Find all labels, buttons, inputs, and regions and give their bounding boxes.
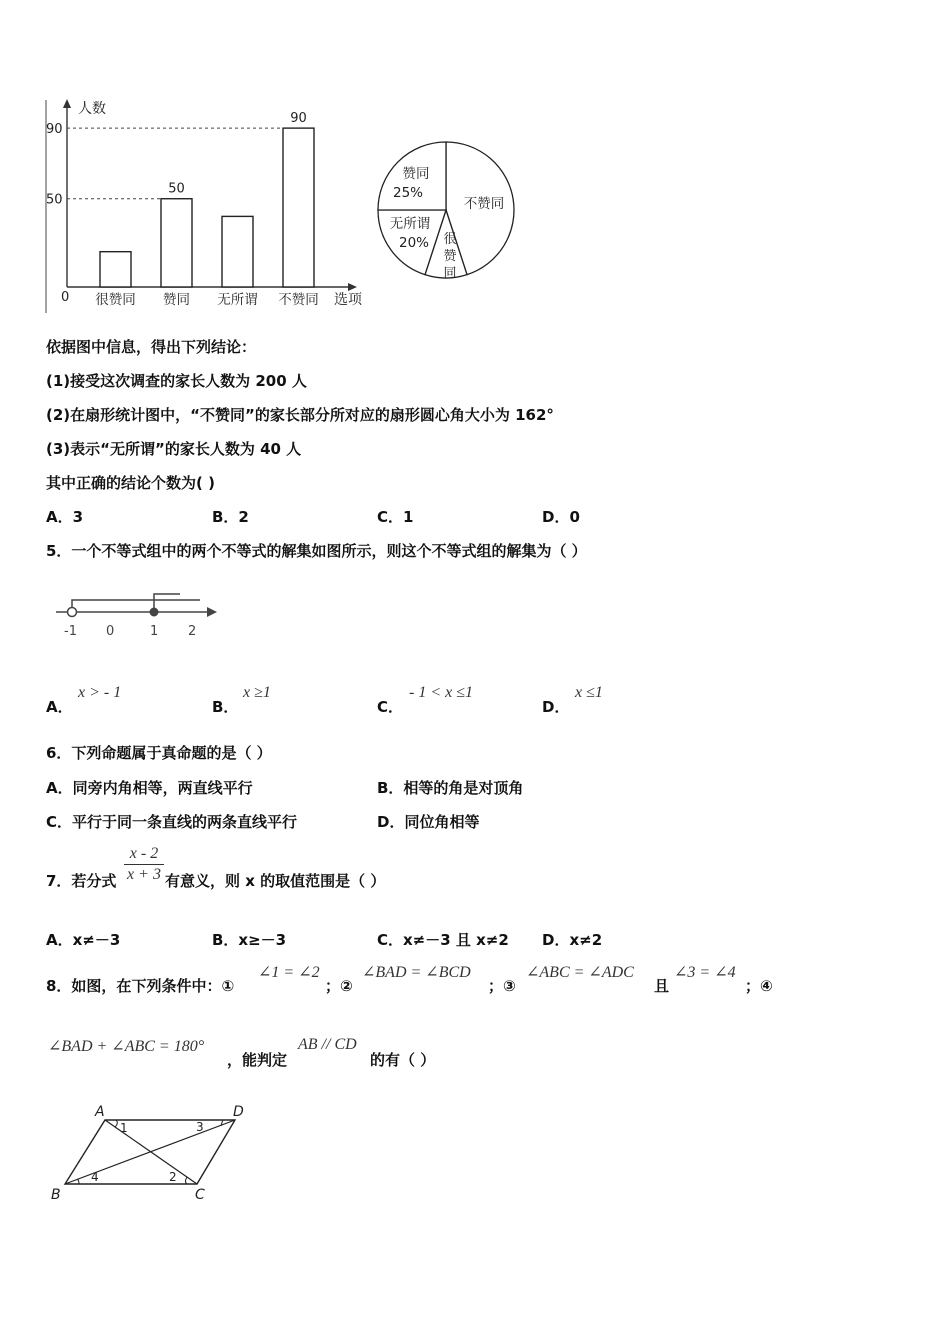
q8-condition-2: ∠BAD = ∠BCD [362,964,471,981]
q8-mid: ，能判定 [227,1051,288,1069]
q6-option-b[interactable]: B．相等的角是对顶角 [377,779,524,797]
origin-label: 0 [61,290,70,305]
vertex-label-c: C [195,1187,205,1203]
bar-chart [40,95,380,320]
q8-suffix: 的有（ ） [370,1051,436,1069]
x-tick-label-无所谓: 无所谓 [217,292,258,308]
solution-line-x-gt-neg1 [72,600,200,612]
y-axis-label: 人数 [78,101,106,117]
q8-target: AB // CD [298,1036,357,1053]
pie-label-很赞同-1: 赞 [443,249,457,264]
q5-option-a[interactable]: A． [46,698,73,716]
angle-arc-2 [186,1177,188,1184]
tick-label-neg1: -1 [64,624,77,639]
bar-很赞同 [100,252,131,287]
tick-label-0: 0 [106,624,115,639]
q5-answer-d: x ≤1 [575,684,603,701]
q4-question: 其中正确的结论个数为( ) [46,474,215,492]
pie-pct-赞同: 25% [392,185,424,201]
q4-option-c[interactable]: C．1 [377,508,414,526]
x-tick-label-不赞同: 不赞同 [278,292,319,308]
angle-arc-1 [115,1120,117,1127]
q8-sep-4: ；④ [745,977,773,995]
q7-numerator: x - 2 [129,845,159,862]
number-line-arrow [207,607,217,617]
q8-prefix: 8．如图，在下列条件中：① [46,977,235,995]
q7-denominator: x + 3 [127,866,161,883]
pie-pct-无所谓: 20% [398,235,430,251]
parallelogram-figure [45,1098,260,1208]
x-axis-label: 选项 [334,292,362,308]
angle-label-3: 3 [196,1120,204,1134]
q5-answer-a: x > - 1 [78,684,122,701]
q8-condition-4: ∠BAD + ∠ABC = 180° [48,1038,205,1055]
x-axis-arrow [348,283,357,291]
vertex-label-b: B [51,1187,61,1203]
q5-option-c[interactable]: C． [377,698,404,716]
bar-赞同 [161,199,192,287]
q4-conclusion-2: (2)在扇形统计图中，“不赞同”的家长部分所对应的扇形圆心角大小为 162° [46,406,554,424]
q5-answer-c: - 1 < x ≤1 [409,684,474,701]
q8-and: 且 [654,977,670,995]
q5-option-d[interactable]: D． [542,698,570,716]
data-label-不赞同: 90 [290,111,307,127]
q8-condition-3: ∠ABC = ∠ADC [526,964,634,981]
q5-option-b[interactable]: B． [212,698,239,716]
q8-sep-2: ；② [325,977,353,995]
angle-label-4: 4 [91,1170,99,1184]
pie-label-不赞同: 不赞同 [463,196,505,212]
angle-arc-4 [77,1179,79,1184]
angle-label-2: 2 [169,1170,177,1184]
filled-circle-1 [150,608,159,617]
q8-sep-3: ；③ [488,977,516,995]
q6-option-d[interactable]: D．同位角相等 [377,813,480,831]
q7-option-b[interactable]: B．x≥－3 [212,931,287,949]
q7-prefix: 7．若分式 [46,872,117,890]
q7-fraction [124,845,164,884]
solution-line-x-le-1 [154,594,180,612]
tick-label-2: 2 [188,624,197,639]
q8-condition-3b: ∠3 = ∠4 [674,964,736,981]
number-line-figure [50,588,225,643]
pie-label-很赞同-2: 同 [443,266,457,281]
bar-不赞同 [283,128,314,287]
pie-label-无所谓: 无所谓 [389,216,431,232]
q7-option-a[interactable]: A．x≠－3 [46,931,121,949]
q4-option-d[interactable]: D．0 [542,508,580,526]
angle-label-1: 1 [120,1121,128,1135]
data-label-赞同: 50 [168,181,185,197]
q5-answer-b: x ≥1 [243,684,271,701]
y-tick-label-50: 50 [46,192,63,208]
q6-stem: 6．下列命题属于真命题的是（ ） [46,744,272,762]
q8-condition-1: ∠1 = ∠2 [258,964,320,981]
q7-suffix: 有意义，则 x 的取值范围是（ ） [165,872,386,890]
q4-conclusion-1: (1)接受这次调查的家长人数为 200 人 [46,372,307,390]
q5-stem: 5．一个不等式组中的两个不等式的解集如图所示，则这个不等式组的解集为（ ） [46,542,587,560]
pie-label-很赞同-0: 很 [443,232,457,247]
y-axis-arrow [63,99,71,108]
q4-conclusion-3: (3)表示“无所谓”的家长人数为 40 人 [46,440,302,458]
pie-chart [372,140,522,290]
q7-option-d[interactable]: D．x≠2 [542,931,603,949]
pie-label-赞同: 赞同 [402,166,430,182]
fraction-bar [124,864,164,865]
bar-无所谓 [222,216,253,287]
q4-option-b[interactable]: B．2 [212,508,249,526]
y-tick-label-90: 90 [46,122,63,138]
tick-label-1: 1 [150,624,159,639]
q4-option-a[interactable]: A．3 [46,508,84,526]
open-circle-neg1 [68,608,77,617]
vertex-label-a: A [95,1104,105,1120]
x-tick-label-赞同: 赞同 [163,292,190,308]
vertex-label-d: D [233,1104,244,1120]
q6-option-a[interactable]: A．同旁内角相等，两直线平行 [46,779,253,797]
q6-option-c[interactable]: C．平行于同一条直线的两条直线平行 [46,813,298,831]
x-tick-label-很赞同: 很赞同 [95,292,136,308]
q7-option-c[interactable]: C．x≠－3 且 x≠2 [377,931,509,949]
q4-intro: 依据图中信息，得出下列结论： [46,338,257,356]
